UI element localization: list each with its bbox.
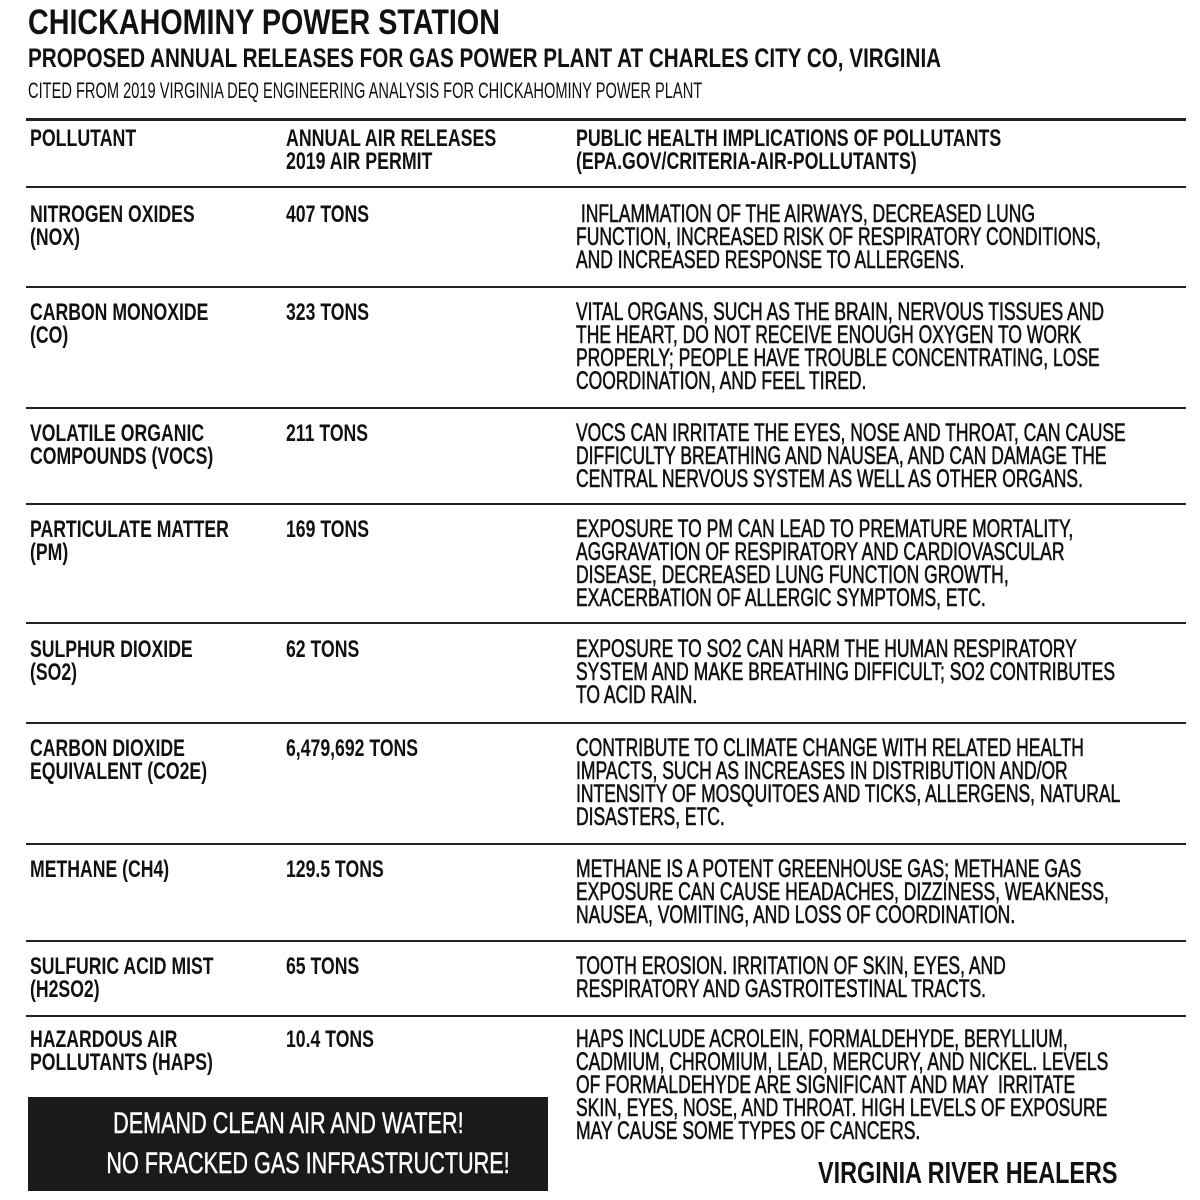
annual-release-value: 6,479,692 TONS [286,735,419,762]
health-implications-text: EXPOSURE TO PM CAN LEAD TO PREMATURE MORTALITY, AGGRAVATION OF RESPIRATORY AND CARDIOVASCULAR DISEASE, DECREASED LUNG FUNCTION GROWTH, EXACERBATION OF ALLERGIC SYMPTOMS, ETC. [576,515,1074,612]
pollutant-name: CARBON MONOXIDE (CO) [30,299,209,349]
annual-release-value: 323 TONS [286,299,370,326]
row-divider [26,186,1186,188]
pollutant-name: PARTICULATE MATTER (PM) [30,516,229,566]
source-citation [28,79,1042,103]
page-subtitle [28,42,1200,74]
row-divider [26,940,1186,942]
health-implications-text: HAPS INCLUDE ACROLEIN, FORMALDEHYDE, BERYLLIUM, CADMIUM, CHROMIUM, LEAD, MERCURY, AND NICKEL. LEVELS OF FORMALDEHYDE ARE SIGNIFICANT AND MAY IRRITATE SKIN, EYES, NOSE, AND THROAT. HIGH LEVELS OF EXPOSURE MAY CAUSE SOME TYPES OF CANCERS. [576,1025,1109,1145]
annual-release-value: 211 TONS [286,420,369,447]
row-divider [26,503,1186,505]
health-implications-text: VITAL ORGANS, SUCH AS THE BRAIN, NERVOUS TISSUES AND THE HEART, DO NOT RECEIVE ENOUGH OXYGEN TO WORK PROPERLY; PEOPLE HAVE TROUBLE CONCENTRATING, LOSE COORDINATION, AND FEEL TIRED. [576,298,1105,395]
page-title [28,4,604,42]
column-header-pollutant: POLLUTANT [30,125,137,152]
health-implications-text: TOOTH EROSION. IRRITATION OF SKIN, EYES, AND RESPIRATORY AND GASTROITESTINAL TRACTS. [576,952,1006,1003]
call-to-action-banner [28,1097,548,1191]
row-divider [26,407,1186,409]
pollutant-name: HAZARDOUS AIR POLLUTANTS (HAPS) [30,1026,213,1076]
column-header-annual-releases: ANNUAL AIR RELEASES 2019 AIR PERMIT [286,125,497,175]
subtitle-text: PROPOSED ANNUAL RELEASES FOR GAS POWER PLANT AT CHARLES CITY CO, VIRGINIA [28,43,942,73]
annual-release-value: 407 TONS [286,201,370,228]
health-implications-text: METHANE IS A POTENT GREENHOUSE GAS; METHANE GAS EXPOSURE CAN CAUSE HEADACHES, DIZZINESS, WEAKNESS, NAUSEA, VOMITING, AND LOSS OF COORDINATION. [576,855,1109,929]
row-divider [26,286,1186,288]
organization-name: VIRGINIA RIVER HEALERS [818,1155,1118,1190]
health-implications-text: VOCS CAN IRRITATE THE EYES, NOSE AND THROAT, CAN CAUSE DIFFICULTY BREATHING AND NAUSEA, AND CAN DAMAGE THE CENTRAL NERVOUS SYSTEM AS WELL AS OTHER ORGANS. [576,419,1126,493]
annual-release-value: 129.5 TONS [286,856,384,883]
row-divider [26,843,1186,845]
row-divider [26,722,1186,724]
source-text: CITED FROM 2019 VIRGINIA DEQ ENGINEERING ANALYSIS FOR CHICKAHOMINY POWER PLANT [28,78,703,103]
row-divider [26,1015,1186,1017]
annual-release-value: 65 TONS [286,953,360,980]
row-divider [26,622,1186,624]
annual-release-value: 169 TONS [286,516,370,543]
table-top-rule [26,118,1186,121]
cta-line: NO FRACKED GAS INFRASTRUCTURE! [106,1147,510,1180]
health-implications-text: EXPOSURE TO SO2 CAN HARM THE HUMAN RESPIRATORY SYSTEM AND MAKE BREATHING DIFFICULT; SO2 CONTRIBUTES TO ACID RAIN. [576,635,1116,709]
health-implications-text: INFLAMMATION OF THE AIRWAYS, DECREASED LUNG FUNCTION, INCREASED RISK OF RESPIRATORY CONDITIONS, AND INCREASED RESPONSE TO ALLERGENS. [576,200,1101,274]
pollutant-name: METHANE (CH4) [30,856,170,883]
cta-line: DEMAND CLEAN AIR AND WATER! [112,1107,464,1140]
pollutant-name: SULFURIC ACID MIST (H2SO2) [30,953,214,1003]
annual-release-value: 62 TONS [286,636,360,663]
health-implications-text: CONTRIBUTE TO CLIMATE CHANGE WITH RELATED HEALTH IMPACTS, SUCH AS INCREASES IN DISTRIBUTION AND/OR INTENSITY OF MOSQUITOES AND TICKS, ALLERGENS, NATURAL DISASTERS, ETC. [576,734,1121,831]
title-text: CHICKAHOMINY POWER STATION [28,3,500,42]
pollutant-name: CARBON DIOXIDE EQUIVALENT (CO2E) [30,735,208,785]
pollutant-name: VOLATILE ORGANIC COMPOUNDS (VOCS) [30,420,214,470]
pollutant-name: SULPHUR DIOXIDE (SO2) [30,636,193,686]
column-header-health-implications: PUBLIC HEALTH IMPLICATIONS OF POLLUTANTS (EPA.GOV/CRITERIA-AIR-POLLUTANTS) [576,125,1002,175]
pollutant-name: NITROGEN OXIDES (NOX) [30,201,195,251]
annual-release-value: 10.4 TONS [286,1026,374,1053]
